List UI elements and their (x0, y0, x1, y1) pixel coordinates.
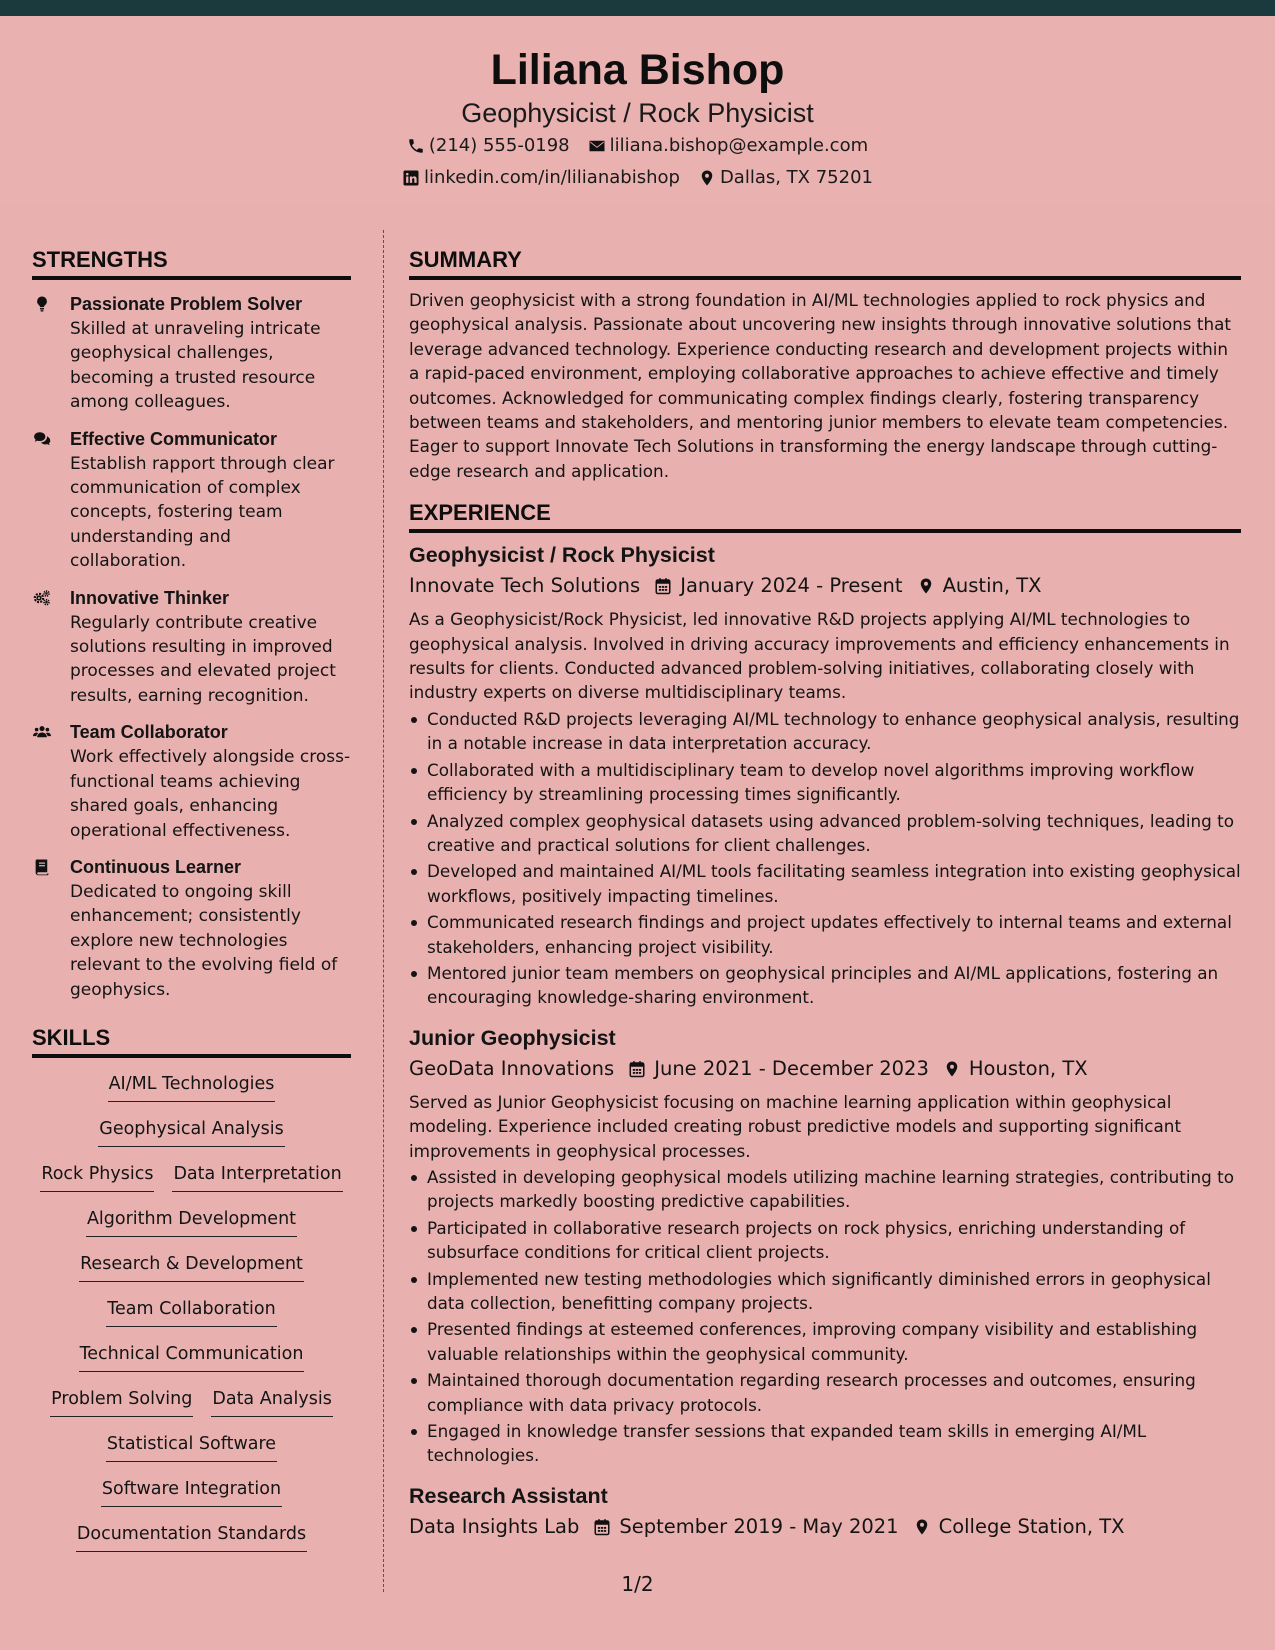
job-bullet: Developed and maintained AI/ML tools facilitating seamless integration into existing geophysical workflows, positively impacting timelines. (409, 859, 1241, 908)
skill-row (32, 1432, 351, 1477)
job-bullets (409, 707, 1241, 1010)
skill-tag: Documentation Standards (76, 1522, 307, 1552)
job-entry (409, 1024, 1241, 1468)
email-text: liliana.bishop@example.com (609, 135, 869, 156)
job-location: Houston, TX (968, 1056, 1088, 1080)
job-description: Served as Junior Geophysicist focusing on machine learning application within geophysical modeling. Experience included creating robust predictive models and supporting significant improvements in geophysical processes. (409, 1091, 1182, 1161)
job-title: Junior Geophysicist (409, 1025, 616, 1050)
job-bullet: Presented findings at esteemed conferences, improving company visibility and establishing valuable relationships within the geophysical community. (409, 1317, 1241, 1366)
job-meta (409, 569, 1241, 603)
contact-linkedin[interactable] (402, 162, 680, 194)
skill-tag: Problem Solving (50, 1387, 193, 1417)
job-title: Research Assistant (409, 1483, 608, 1508)
resume-header (0, 16, 1275, 204)
job-bullet: Conducted R&D projects leveraging AI/ML technology to enhance geophysical analysis, resulting in a notable increase in data interpretation accuracy. (409, 707, 1241, 756)
skill-row (32, 1477, 351, 1522)
phone-icon (407, 137, 425, 155)
cogs-icon (32, 589, 52, 607)
location-text: Dallas, TX 75201 (719, 167, 873, 188)
column-divider (383, 230, 384, 1592)
job-bullet: Participated in collaborative research projects on rock physics, enriching understanding of subsurface conditions for critical client projects. (409, 1216, 1241, 1265)
candidate-name: Liliana Bishop (490, 46, 785, 94)
job-bullet: Collaborated with a multidisciplinary team to develop novel algorithms improving workflow efficiency by streamlining processing times significantly. (409, 758, 1241, 807)
job-description: As a Geophysicist/Rock Physicist, led innovative R&D projects applying AI/ML technologies to geophysical analysis. Involved in driving accuracy improvements and efficiency enhancements in results for clients. Conducted advanced problem-solving initiatives, collaborating closely with industry experts on diverse multidisciplinary teams. (409, 609, 1230, 703)
job-bullet: Analyzed complex geophysical datasets using advanced problem-solving techniques, leading to creative and practical solutions for client challenges. (409, 809, 1241, 858)
job-bullet: Mentored junior team members on geophysical principles and AI/ML applications, fostering an encouraging knowledge-sharing environment. (409, 961, 1241, 1010)
contact-row-2 (0, 162, 1275, 194)
experience-section (409, 499, 1241, 1544)
comments-icon (32, 430, 52, 448)
strengths-heading: STRENGTHS (32, 246, 351, 280)
strength-desc: Establish rapport through clear communication of complex concepts, fostering team understanding and collaboration. (70, 453, 335, 572)
job-company: GeoData Innovations (409, 1056, 615, 1080)
page-number: 1/2 (621, 1572, 654, 1596)
calendar-icon (654, 576, 672, 596)
strength-title: Effective Communicator (70, 428, 278, 449)
map-marker-icon (917, 576, 935, 596)
strength-title: Innovative Thinker (70, 587, 230, 608)
linkedin-text: linkedin.com/in/lilianabishop (424, 167, 680, 188)
skill-tag: AI/ML Technologies (108, 1072, 276, 1102)
skill-row (32, 1387, 351, 1432)
skill-tag: Technical Communication (79, 1342, 305, 1372)
users-icon (32, 723, 52, 741)
contact-email[interactable] (588, 130, 869, 162)
calendar-icon (593, 1517, 611, 1537)
strength-item (32, 292, 351, 415)
strength-title: Team Collaborator (70, 722, 228, 743)
job-company: Data Insights Lab (409, 1514, 580, 1538)
left-column (32, 246, 351, 1567)
job-bullet: Communicated research findings and project updates effectively to internal teams and external stakeholders, enhancing project visibility. (409, 910, 1241, 959)
lightbulb-icon (32, 295, 52, 313)
job-entry (409, 1482, 1241, 1544)
strength-desc: Regularly contribute creative solutions resulting in improved processes and elevated project results, earning recognition. (70, 612, 336, 706)
job-bullet: Implemented new testing methodologies which significantly diminished errors in geophysical data collection, benefitting company projects. (409, 1267, 1241, 1316)
candidate-title: Geophysicist / Rock Physicist (461, 98, 814, 128)
map-marker-icon (913, 1517, 931, 1537)
strength-desc: Dedicated to ongoing skill enhancement; consistently explore new technologies relevant to the evolving field of geophysics. (70, 881, 338, 1000)
job-meta (409, 1052, 1241, 1086)
skill-tag: Algorithm Development (86, 1207, 297, 1237)
skill-row (32, 1117, 351, 1162)
skill-row (32, 1342, 351, 1387)
phone-text: (214) 555-0198 (428, 135, 570, 156)
skill-row (32, 1252, 351, 1297)
skill-tag: Data Interpretation (172, 1162, 342, 1192)
skill-row (32, 1522, 351, 1567)
linkedin-icon (402, 169, 420, 187)
map-marker-icon (698, 169, 716, 187)
job-dates: June 2021 - December 2023 (654, 1056, 929, 1080)
contact-phone (407, 130, 570, 162)
skills-heading: SKILLS (32, 1024, 351, 1058)
strength-item (32, 720, 351, 843)
job-bullets (409, 1165, 1241, 1468)
skill-tag: Team Collaboration (106, 1297, 276, 1327)
skill-row (32, 1072, 351, 1117)
summary-text: Driven geophysicist with a strong foundation in AI/ML technologies applied to rock physics and geophysical analysis. Passionate about uncovering new insights through innovative solutions that leverage advanced technology. Experience conducting research and development projects within a rapid-paced environment, employing collaborative approaches to achieve effective and timely outcomes. Acknowledged for communicating complex findings clearly, fostering transparency between teams and stakeholders, and mentoring junior members to elevate team competencies. Eager to support Innovate Tech Solutions in transforming the energy landscape through cutting-edge research and application. (409, 290, 1231, 481)
job-company: Innovate Tech Solutions (409, 574, 641, 598)
strength-item (32, 586, 351, 709)
jobs-list (409, 541, 1241, 1544)
job-title: Geophysicist / Rock Physicist (409, 543, 715, 568)
job-bullet: Maintained thorough documentation regarding research processes and outcomes, ensuring compliance with data privacy protocols. (409, 1368, 1241, 1417)
skill-row (32, 1297, 351, 1342)
job-location: College Station, TX (938, 1514, 1125, 1538)
top-accent-bar (0, 0, 1275, 16)
skill-tag: Statistical Software (106, 1432, 277, 1462)
job-location: Austin, TX (942, 574, 1042, 598)
skill-tag: Research & Development (79, 1252, 304, 1282)
strengths-list (32, 292, 351, 1002)
job-entry (409, 541, 1241, 1010)
envelope-icon (588, 137, 606, 155)
map-marker-icon (943, 1059, 961, 1079)
strength-desc: Work effectively alongside cross-functional teams achieving shared goals, enhancing operational effectiveness. (70, 747, 351, 841)
skill-tag: Software Integration (101, 1477, 282, 1507)
job-dates: January 2024 - Present (680, 574, 903, 598)
skill-row (32, 1162, 351, 1207)
strength-title: Passionate Problem Solver (70, 294, 303, 314)
strength-title: Continuous Learner (70, 856, 242, 877)
skill-tag: Rock Physics (40, 1162, 154, 1192)
job-bullet: Assisted in developing geophysical models utilizing machine learning strategies, contributing to projects markedly boosting predictive capabilities. (409, 1165, 1241, 1214)
strength-desc: Skilled at unraveling intricate geophysical challenges, becoming a trusted resource among colleagues. (70, 319, 321, 413)
job-dates: September 2019 - May 2021 (619, 1514, 899, 1538)
right-column (409, 246, 1241, 1544)
job-meta (409, 1510, 1241, 1544)
contact-row-1 (0, 130, 1275, 162)
job-bullet: Engaged in knowledge transfer sessions that expanded team skills in emerging AI/ML technologies. (409, 1419, 1241, 1468)
skill-tag: Data Analysis (211, 1387, 332, 1417)
summary-heading: SUMMARY (409, 246, 1241, 280)
strength-item (32, 427, 351, 574)
experience-heading: EXPERIENCE (409, 499, 1241, 533)
book-icon (32, 858, 52, 876)
strength-item (32, 855, 351, 1002)
skill-tag: Geophysical Analysis (98, 1117, 284, 1147)
skill-row (32, 1207, 351, 1252)
skills-list (32, 1072, 351, 1567)
contact-location (698, 162, 873, 194)
calendar-icon (628, 1059, 646, 1079)
